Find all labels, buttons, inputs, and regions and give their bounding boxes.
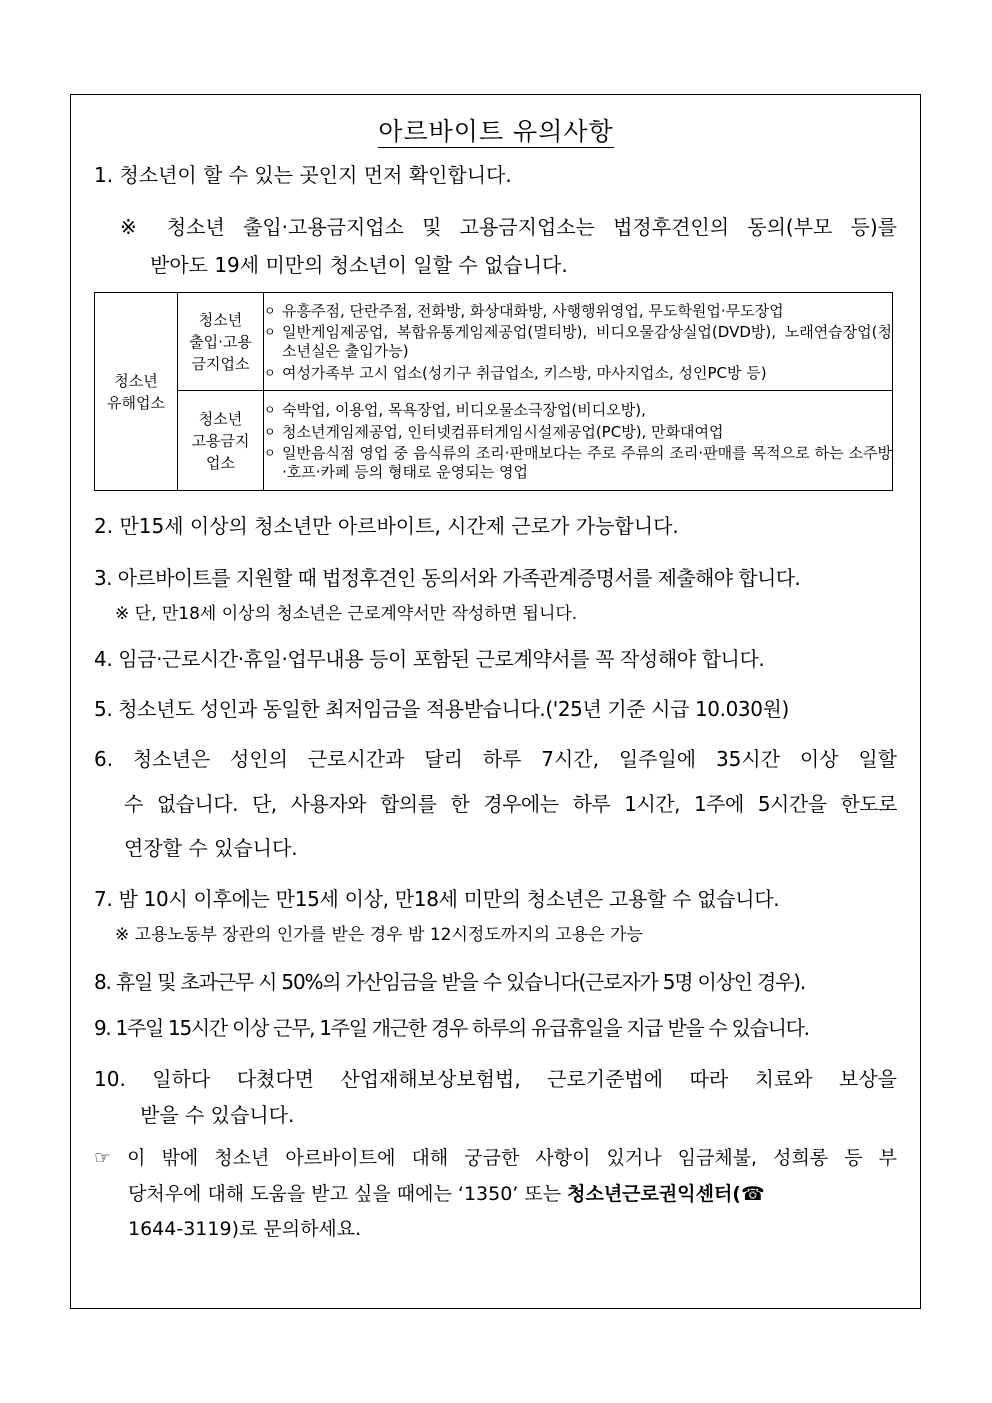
footer-line-2: [128, 1179, 765, 1206]
item-7-note: ※ 고용노동부 장관의 인가를 받은 경우 밤 12시정도까지의 고용은 가능: [115, 925, 643, 945]
item-10-line-2: 받을 수 있습니다.: [140, 1103, 295, 1127]
item-4: 4. 임금·근로시간·휴일·업무내용 등이 포함된 근로계약서를 꼭 작성해야 합니다.: [94, 647, 765, 671]
table-group-label: 청소년 출입·고용 금지업소: [178, 293, 264, 391]
list-item: ㅇ 숙박업, 이용업, 목욕장업, 비디오물소극장업(비디오방),: [264, 400, 892, 420]
footer-text: 당처우에 대해 도움을 받고 싶을 때에는 ‘1350’ 또는: [128, 1183, 568, 1205]
list-item: ㅇ 일반게임제공업, 복합유통게임제공업(멀티방), 비디오물감상실업(DVD방), 노래연습장업(청소년실은 출입가능): [264, 323, 892, 361]
item-1-note-line-1: ※ 청소년 출입·고용금지업소 및 고용금지업소는 법정후견인의 동의(부모 등)를: [120, 215, 897, 239]
hotline-center-name: 청소년근로권익센터(☎: [567, 1183, 765, 1205]
item-3: 3. 아르바이트를 지원할 때 법정후견인 동의서와 가족관계증명서를 제출해야 합니다.: [94, 566, 801, 590]
item-1-note-line-2: 받아도 19세 미만의 청소년이 일할 수 없습니다.: [150, 253, 568, 277]
item-5: 5. 청소년도 성인과 동일한 최저임금을 적용받습니다.('25년 기준 시급 10.030원): [94, 697, 789, 721]
list-item: ㅇ 유흥주점, 단란주점, 전화방, 화상대화방, 사행행위영업, 무도학원업·무도장업: [264, 301, 892, 321]
page-title: 아르바이트 유의사항: [378, 117, 614, 146]
item-6-line-3: 연장할 수 있습니다.: [124, 836, 298, 860]
list-item: ㅇ 청소년게임제공업, 인터넷컴퓨터게임시설제공업(PC방), 만화대여업: [264, 422, 892, 442]
item-3-note: ※ 단, 만18세 이상의 청소년은 근로계약서만 작성하면 됩니다.: [115, 604, 578, 624]
footer-line-3: 1644-3119)로 문의하세요.: [128, 1218, 362, 1240]
item-8: 8. 휴일 및 초과근무 시 50%의 가산임금을 받을 수 있습니다(근로자가 5명 이상인 경우).: [94, 970, 806, 994]
list-item: ㅇ 여성가족부 고시 업소(성기구 취급업소, 키스방, 마사지업소, 성인PC방 등): [264, 363, 892, 383]
list-item: ㅇ 일반음식점 영업 중 음식류의 조리·판매보다는 주로 주류의 조리·판매를 목적으로 하는 소주방·호프·카페 등의 형태로 운영되는 영업: [264, 444, 892, 482]
item-10-line-1: 10. 일하다 다쳤다면 산업재해보상보험법, 근로기준법에 따라 치료와 보상을: [94, 1067, 897, 1091]
table-group-items: [264, 391, 893, 491]
item-6-line-2: 수 없습니다. 단, 사용자와 합의를 한 경우에는 하루 1시간, 1주에 5시간을 한도로: [124, 792, 897, 816]
item-7: 7. 밤 10시 이후에는 만15세 이상, 만18세 미만의 청소년은 고용할 수 없습니다.: [94, 887, 780, 911]
table-category-label: 청소년 유해업소: [95, 293, 178, 491]
harmful-business-table: [94, 292, 893, 491]
item-6-line-1: 6. 청소년은 성인의 근로시간과 달리 하루 7시간, 일주일에 35시간 이상 일할: [94, 747, 897, 771]
table-group-items: [264, 293, 893, 391]
item-9: 9. 1주일 15시간 이상 근무, 1주일 개근한 경우 하루의 유급휴일을 지급 받을 수 있습니다.: [94, 1016, 809, 1040]
table-group-label: 청소년 고용금지 업소: [178, 391, 264, 491]
footer-line-1: ☞ 이 밖에 청소년 아르바이트에 대해 궁금한 사항이 있거나 임금체불, 성희롱 등 부: [94, 1147, 897, 1169]
item-2: 2. 만15세 이상의 청소년만 아르바이트, 시간제 근로가 가능합니다.: [94, 514, 679, 538]
item-1: 1. 청소년이 할 수 있는 곳인지 먼저 확인합니다.: [94, 163, 512, 187]
